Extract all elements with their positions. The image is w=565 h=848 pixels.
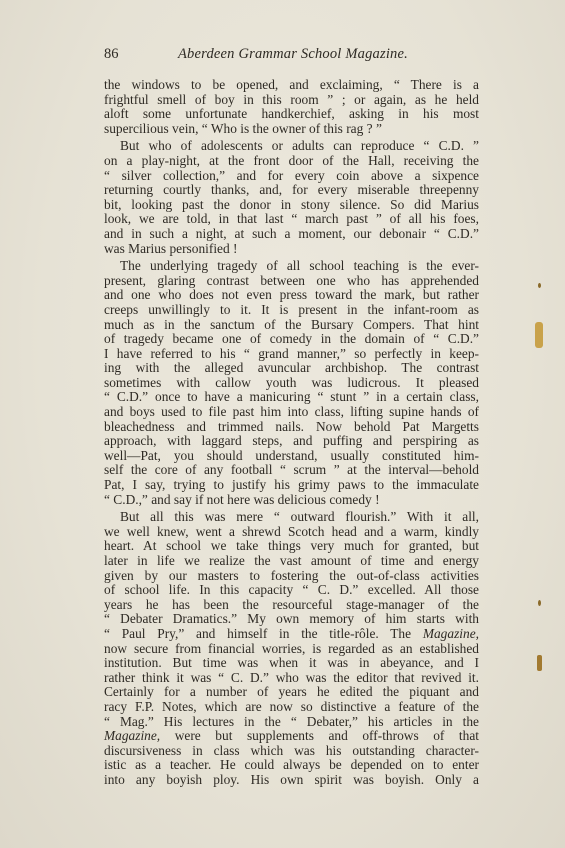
text-line: the windows to be opened, and exclaiming, “ There is a <box>104 77 479 92</box>
text-line: But who of adolescents or adults can reproduce “ C.D. ” <box>120 138 479 154</box>
text-line: Magazine, were but supplements and off-throws of that <box>104 728 479 744</box>
text-line: years he has been the resourceful stage-manager of the <box>104 596 479 612</box>
text-line: and one who does not even press toward the mark, but rather <box>104 287 479 303</box>
text-line: and boys used to file past him into class, lifting supine hands of <box>104 404 479 420</box>
text-line: istic as a teacher. He could always be depended on to enter <box>104 757 479 773</box>
text-line: institution. But time was when it was in abeyance, and I <box>104 655 479 671</box>
text-line: and in such a night, at such a moment, our debonair “ C.D.” <box>104 225 479 241</box>
text-line: “ C.D.” once to have a manicuring “ stunt ” in a certain class, <box>104 389 479 405</box>
text-line: was Marius personified ! <box>104 240 238 256</box>
article-body <box>104 78 479 791</box>
text-line: given by our masters to fostering the out-of-class activities <box>104 567 479 583</box>
text-line: sometimes with callow youth was ludicrous. It pleased <box>104 374 479 390</box>
text-line: But all this was mere “ outward flourish.” With it all, <box>120 509 479 525</box>
text-line: supercilious vein, “ Who is the owner of this rag ? ” <box>104 120 382 136</box>
text-line: Certainly for a number of years he edited the piquant and <box>104 684 479 700</box>
text-line: well—Pat, you should understand, usually constituted him- <box>104 447 479 463</box>
text-line: look, we are told, in that last “ march past ” of all his foes, <box>104 211 479 227</box>
text-line: I have referred to his “ grand manner,” so perfectly in keep- <box>104 345 479 361</box>
text-line: present, glaring contrast between one who has apprehended <box>104 272 479 288</box>
text-line: of tragedy became one of comedy in the domain of “ C.D.” <box>104 331 479 347</box>
text-line: “ Paul Pry,” and himself in the title-rôle. The Magazine, <box>104 625 479 641</box>
text-line: Pat, I say, trying to justify his grimy paws to the immaculate <box>104 477 479 493</box>
page-blemish <box>538 600 541 606</box>
text-line: “ C.D.,” and say if not here was delicious comedy ! <box>104 491 380 507</box>
text-line: later in life we realize the vast amount of time and energy <box>104 553 479 568</box>
text-line: bit, looking past the donor in stony silence. So did Marius <box>104 196 479 212</box>
running-header <box>104 46 479 66</box>
text-line: creeps unwillingly to it. It is present in the infant-room as <box>104 301 479 317</box>
text-line: returning courtly thanks, and, for every miserable threepenny <box>104 182 479 198</box>
page-blemish <box>535 322 543 348</box>
paragraph <box>104 139 479 256</box>
paragraph <box>104 78 479 136</box>
text-line: “ Mag.” His lectures in the “ Debater,” his articles in the <box>104 713 479 729</box>
text-line: of school life. In this capacity “ C. D.” excelled. All those <box>104 582 479 598</box>
text-line: ing with the alleged avuncular archbishop. The contrast <box>104 360 479 376</box>
text-line: rather think it was “ C. D.” who was the editor that revived it. <box>104 669 479 685</box>
running-title: Aberdeen Grammar School Magazine. <box>178 46 408 62</box>
text-line: into any boyish ploy. His own spirit was boyish. Only a <box>104 771 479 787</box>
text-line: discursiveness in class which was his outstanding character- <box>104 742 479 758</box>
text-line: heart. At school we take things very much for granted, but <box>104 538 479 554</box>
text-line: aloft some unfortunate handkerchief, asking in his most <box>104 106 479 122</box>
text-line: frightful smell of boy in this room ” ; or again, as he held <box>104 91 479 107</box>
text-line: now secure from financial worries, is regarded as an established <box>104 640 479 656</box>
text-line: bleachedness and trimmed nails. Now behold Pat Margetts <box>104 418 479 434</box>
page-blemish <box>537 655 542 671</box>
paragraph <box>104 259 479 507</box>
text-line: “ Debater Dramatics.” My own memory of him starts with <box>104 611 479 627</box>
text-line: self the core of any football “ scrum ” at the interval—behold <box>104 462 479 478</box>
text-line: we well knew, went a shrewd Scotch head and a warm, kindly <box>104 523 479 539</box>
text-line: on a play-night, at the front door of the Hall, receiving the <box>104 152 479 168</box>
paragraph <box>104 510 479 787</box>
text-line: racy F.P. Notes, which are now so distinctive a feature of the <box>104 698 479 714</box>
text-line: The underlying tragedy of all school teaching is the ever- <box>120 258 479 274</box>
page-blemish <box>538 283 541 288</box>
text-line: “ silver collection,” and for every coin above a sixpence <box>104 167 479 183</box>
page-number: 86 <box>104 46 119 62</box>
text-line: approach, with laggard steps, and puffing and perspiring as <box>104 433 479 449</box>
text-line: much as in the sanctum of the Bursary Compers. That hint <box>104 316 479 332</box>
